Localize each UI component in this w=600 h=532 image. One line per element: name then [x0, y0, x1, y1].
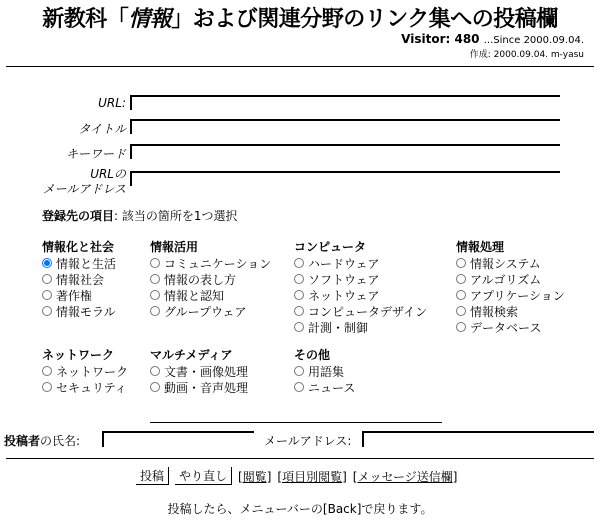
page-title [0, 2, 600, 33]
category-option[interactable] [294, 303, 427, 319]
url-email-input[interactable] [130, 171, 560, 186]
category-option[interactable] [294, 287, 427, 303]
visitor-count: 480 [454, 32, 480, 46]
category-option[interactable] [42, 287, 116, 303]
category-option[interactable] [42, 255, 116, 271]
category-group [42, 238, 116, 319]
category-radio[interactable] [150, 290, 160, 300]
category-option-label: アプリケーション [470, 288, 565, 303]
category-option-label: 情報モラル [56, 304, 116, 319]
category-option-label: 計測・制御 [308, 320, 369, 335]
category-option[interactable] [42, 271, 116, 287]
category-option-label: 情報検索 [470, 304, 519, 319]
category-option-label: ニュース [308, 380, 356, 395]
category-group-title: マルチメディア [150, 348, 233, 362]
category-radio[interactable] [42, 382, 52, 392]
category-option[interactable] [294, 363, 355, 379]
view-link[interactable]: [閲覧] [238, 469, 272, 484]
category-option[interactable] [294, 319, 427, 335]
category-option[interactable] [294, 255, 427, 271]
category-group-title: ネットワーク [42, 348, 115, 362]
url-input[interactable] [130, 95, 560, 110]
poster-email-input[interactable] [362, 431, 594, 447]
category-option[interactable] [150, 271, 271, 287]
poster-label-rest: の氏名: [40, 434, 81, 448]
poster-name-label [4, 432, 80, 449]
category-group [456, 238, 565, 335]
category-option-label: ハードウェア [308, 256, 380, 271]
category-option-label: 動画・音声処理 [164, 380, 249, 395]
category-group-title: 情報処理 [456, 240, 505, 254]
category-radio[interactable] [42, 306, 52, 316]
title-input[interactable] [130, 119, 560, 134]
category-group [150, 238, 271, 319]
poster-label-bold: 投稿者 [4, 434, 41, 448]
visitor-counter [401, 32, 584, 46]
category-radio[interactable] [150, 274, 160, 284]
reset-button[interactable]: やり直し [175, 467, 232, 485]
category-option[interactable] [150, 287, 271, 303]
category-option[interactable] [294, 271, 427, 287]
title-suffix: 」および関連分野のリンク集への投稿欄 [171, 7, 558, 32]
category-group [42, 346, 128, 395]
category-option-label: グループウェア [164, 304, 247, 319]
category-option[interactable] [294, 379, 355, 395]
category-option-label: 情報の表し方 [164, 272, 237, 287]
category-group [294, 346, 355, 395]
category-option[interactable] [456, 303, 565, 319]
mid-divider [150, 422, 442, 423]
category-option-label: ネットウェア [308, 288, 380, 303]
category-group-title: 情報化と社会 [42, 240, 115, 254]
visitor-label: Visitor: [401, 32, 451, 46]
category-heading [42, 207, 238, 224]
category-option-label: 情報システム [470, 256, 541, 271]
category-option[interactable] [150, 255, 271, 271]
category-radio[interactable] [456, 322, 466, 332]
keyword-label: キーワード [65, 147, 126, 161]
category-group-title: 情報活用 [150, 240, 199, 254]
category-radio[interactable] [294, 306, 304, 316]
category-option[interactable] [456, 271, 565, 287]
category-radio[interactable] [294, 290, 304, 300]
send-message-link[interactable]: [メッセージ送信欄] [352, 469, 458, 484]
category-group [294, 238, 427, 335]
title-emphasis: 情報 [128, 7, 172, 32]
poster-email-label: メールアドレス: [264, 434, 352, 448]
category-option-label: コンピュータデザイン [308, 304, 428, 319]
category-option-label: データベース [470, 320, 542, 335]
category-heading-rest: : 該当の箇所を1つ選択 [114, 209, 238, 223]
category-option-label: 情報と生活 [56, 256, 117, 271]
category-radio[interactable] [294, 322, 304, 332]
category-radio[interactable] [294, 382, 304, 392]
category-group [150, 346, 248, 395]
category-radio[interactable] [294, 366, 304, 376]
category-radio[interactable] [456, 258, 466, 268]
email-label-line1: URLの [90, 167, 126, 181]
category-radio[interactable] [150, 366, 160, 376]
category-option-label: 情報と認知 [164, 288, 225, 303]
category-option-label: 情報社会 [56, 272, 105, 287]
category-option[interactable] [456, 287, 565, 303]
category-option-label: ネットワーク [56, 364, 129, 379]
category-option[interactable] [42, 379, 128, 395]
email-label-line2: メールアドレス [42, 182, 126, 196]
category-option-label: 文書・画像処理 [164, 364, 249, 379]
category-radio[interactable] [42, 258, 52, 268]
category-option-label: セキュリティ [56, 380, 127, 395]
bottom-divider [6, 458, 594, 459]
submit-button[interactable]: 投稿 [136, 467, 169, 485]
top-divider [6, 66, 594, 67]
category-radio[interactable] [150, 306, 160, 316]
category-option-label: ソフトウェア [308, 272, 380, 287]
poster-name-input[interactable] [102, 431, 254, 447]
footnote: 投稿したら、メニューバーの[Back]で戻ります。 [167, 502, 433, 516]
category-radio[interactable] [294, 258, 304, 268]
title-prefix: 新教科「 [42, 7, 129, 32]
category-group-title: その他 [294, 348, 331, 362]
category-radio[interactable] [42, 290, 52, 300]
url-label: URL: [98, 96, 126, 110]
category-radio[interactable] [294, 274, 304, 284]
category-option-label: コミュニケーション [164, 256, 272, 271]
action-bar [136, 467, 457, 485]
category-option[interactable] [42, 363, 128, 379]
category-option-label: アルゴリズム [470, 272, 542, 287]
since-date: ...Since 2000.09.04. [483, 35, 584, 46]
category-option[interactable] [150, 379, 248, 395]
category-option[interactable] [150, 363, 248, 379]
view-by-item-link[interactable]: [項目別閲覧] [277, 469, 347, 484]
category-heading-bold: 登録先の項目 [42, 209, 115, 223]
category-group-title: コンピュータ [294, 240, 367, 254]
category-option[interactable] [456, 255, 565, 271]
category-radio[interactable] [150, 382, 160, 392]
category-radio[interactable] [456, 274, 466, 284]
title-label: タイトル [78, 122, 126, 136]
category-option[interactable] [150, 303, 271, 319]
category-option[interactable] [42, 303, 116, 319]
category-radio[interactable] [456, 306, 466, 316]
created-note: 作成: 2000.09.04. m-yasu [469, 50, 584, 60]
category-radio[interactable] [150, 258, 160, 268]
category-option[interactable] [456, 319, 565, 335]
category-radio[interactable] [42, 366, 52, 376]
category-radio[interactable] [42, 274, 52, 284]
category-option-label: 用語集 [308, 364, 345, 379]
category-option-label: 著作権 [56, 288, 93, 303]
category-radio[interactable] [456, 290, 466, 300]
keyword-input[interactable] [130, 144, 560, 159]
